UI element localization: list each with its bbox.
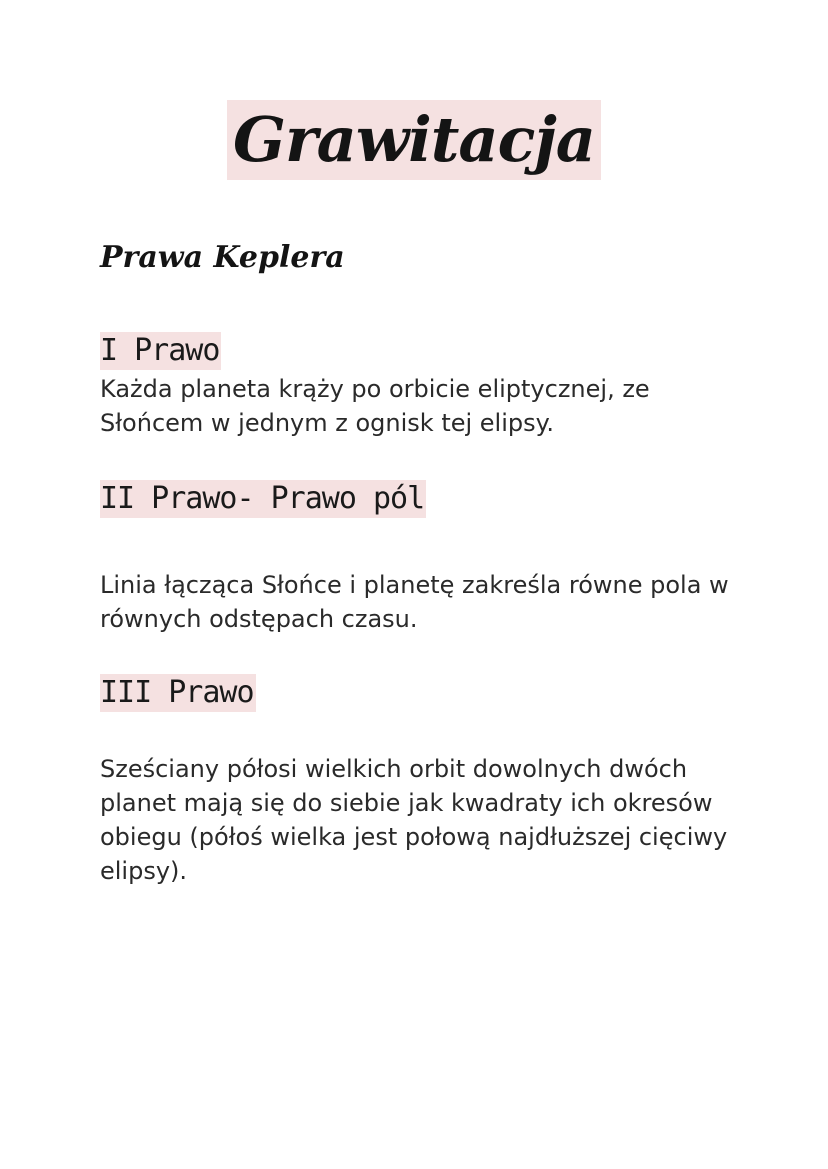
law-2-text: Linia łącząca Słońce i planetę zakreśla równe pola w równych odstępach czasu. — [100, 571, 729, 633]
law-3-heading: III Prawo — [100, 675, 254, 710]
law-3-text: Sześciany półosi wielkich orbit dowolnych dwóch planet mają się do siebie jak kwadraty ich okresów obiegu (półoś wielka jest połową najdłuższej cięciwy elipsy). — [100, 755, 728, 885]
law-1-heading: I Prawo — [100, 333, 220, 368]
section-subtitle: Prawa Keplera — [100, 240, 345, 275]
page-title: Grawitacja — [227, 100, 601, 180]
law-1-text: Każda planeta krąży po orbicie eliptycznej, ze Słońcem w jednym z ognisk tej elipsy. — [100, 375, 650, 437]
law-2-heading: II Prawo- Prawo pól — [100, 481, 425, 516]
title-container — [0, 100, 828, 180]
